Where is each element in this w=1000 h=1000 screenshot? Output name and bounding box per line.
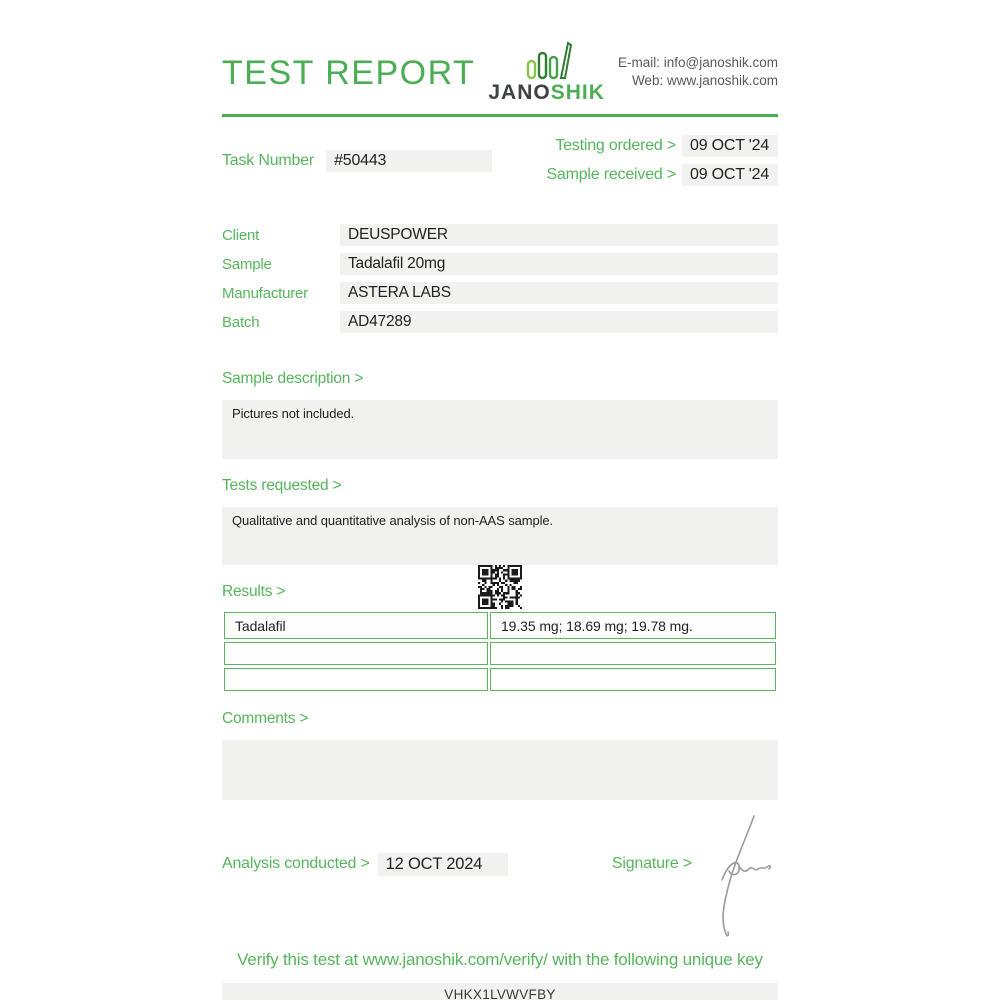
contact-email: E-mail: info@janoshik.com <box>617 55 778 70</box>
result-value <box>490 668 776 691</box>
logo-shik: SHIK <box>550 81 605 104</box>
testing-ordered-row <box>546 135 778 157</box>
task-number-label: Task Number <box>222 151 315 169</box>
result-substance: Tadalafil <box>224 612 488 639</box>
sample-received-value: 09 OCT '24 <box>682 164 778 186</box>
comments-section <box>222 710 778 800</box>
signature-group <box>612 852 692 876</box>
sample-label: Sample <box>222 255 272 273</box>
table-row <box>224 668 776 691</box>
verify-key: VHKX1LVWVFBY <box>222 983 778 1000</box>
handwritten-signature <box>692 810 782 942</box>
comments-box <box>222 740 778 800</box>
report-content <box>222 0 778 1000</box>
header-divider <box>222 114 778 117</box>
result-substance <box>224 642 488 665</box>
footer-row <box>222 852 778 876</box>
qr-code <box>478 565 522 609</box>
contact-web: Web: www.janoshik.com <box>631 73 778 88</box>
meta-row-sample <box>222 253 778 275</box>
task-number-value: #50443 <box>326 150 492 172</box>
comments-label: Comments > <box>222 710 309 727</box>
meta-row-client <box>222 224 778 246</box>
meta-row-manufacturer <box>222 282 778 304</box>
page-title: TEST REPORT <box>222 54 476 92</box>
testing-ordered-value: 09 OCT '24 <box>682 135 778 157</box>
batch-value: AD47289 <box>340 311 778 333</box>
task-row <box>222 135 778 186</box>
sample-value: Tadalafil 20mg <box>340 253 778 275</box>
dates-group <box>546 135 778 186</box>
sample-received-label: Sample received > <box>546 166 676 183</box>
janoshik-logo <box>475 36 618 105</box>
manufacturer-value: ASTERA LABS <box>340 282 778 304</box>
report-header <box>222 36 778 108</box>
tests-requested-label: Tests requested > <box>222 477 342 494</box>
verify-text: Verify this test at www.janoshik.com/verify/ with the following unique key <box>237 950 763 969</box>
meta-section <box>222 224 778 333</box>
results-label: Results > <box>222 583 286 600</box>
meta-row-batch <box>222 311 778 333</box>
contact-info <box>618 54 778 90</box>
logo-jano: JANO <box>488 81 551 104</box>
result-value: 19.35 mg; 18.69 mg; 19.78 mg. <box>490 612 776 639</box>
result-substance <box>224 668 488 691</box>
analysis-conducted-value: 12 OCT 2024 <box>378 853 508 876</box>
tests-requested-box: Qualitative and quantitative analysis of non-AAS sample. <box>222 507 778 565</box>
bar-chart-growth-icon <box>521 36 573 80</box>
task-number-group <box>222 135 492 186</box>
signature-label: Signature > <box>611 855 692 872</box>
tests-requested-section <box>222 477 778 565</box>
client-value: DEUSPOWER <box>340 224 778 246</box>
client-label: Client <box>222 226 260 244</box>
results-header <box>222 565 778 609</box>
sample-description-section <box>222 370 778 459</box>
manufacturer-label: Manufacturer <box>222 284 308 302</box>
analysis-group <box>222 852 508 876</box>
testing-ordered-label: Testing ordered > <box>555 137 676 154</box>
results-table <box>222 609 778 694</box>
sample-description-box: Pictures not included. <box>222 400 778 459</box>
batch-label: Batch <box>222 313 260 331</box>
sample-description-label: Sample description > <box>222 370 364 387</box>
result-value <box>490 642 776 665</box>
sample-received-row <box>546 164 778 186</box>
table-row <box>224 642 776 665</box>
analysis-conducted-label: Analysis conducted > <box>222 855 370 872</box>
table-row <box>224 612 776 639</box>
logo-wordmark <box>488 81 605 105</box>
